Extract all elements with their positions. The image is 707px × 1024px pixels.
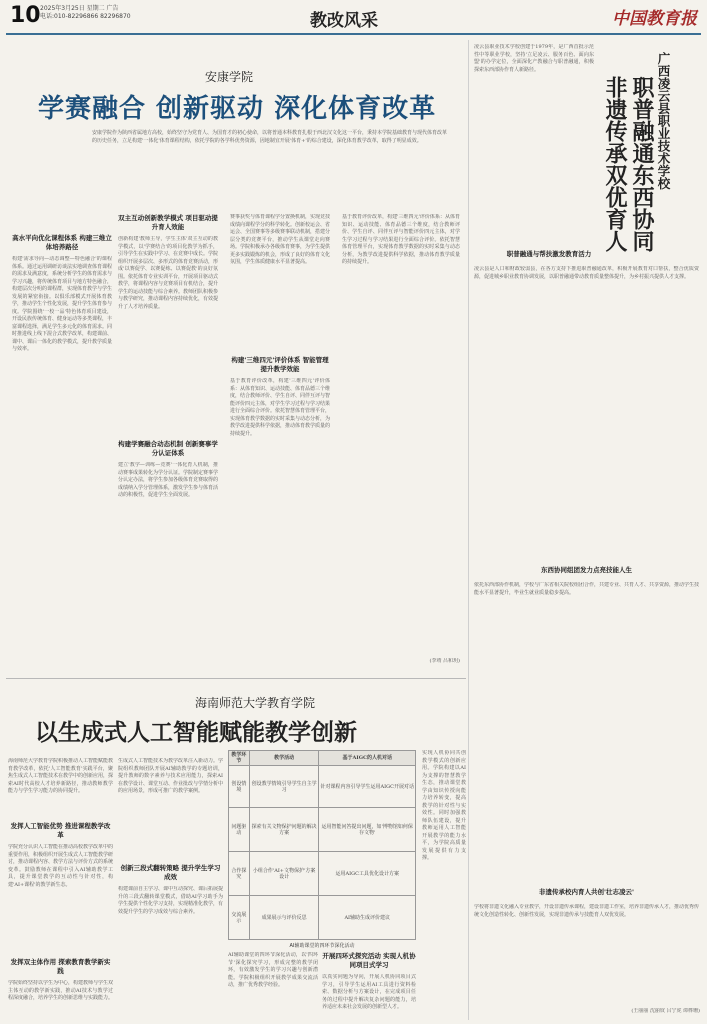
article3-signature: (王丽丽 沈丽钗 吕宁虎 谭桦珊) <box>631 1008 700 1014</box>
article1-lead: 安康学院作为陕西省属地方高校，始终坚守为党育人、为国育才的初心使命，以将普通本科教育扎根于西北汉文化这一平台，秉持本学院基础教育与现代体育改革的历史任务，立足构建'一体化'体育课程结构，依托学院的各学科优势资源，因地制宜开展'体育+'的综合建设，深化体育教学改革，取得了明显成效。 <box>92 130 448 144</box>
table-header-cell: 基于AIGC的人机对话 <box>319 751 416 766</box>
table-header-cell: 教学环节 <box>229 751 250 766</box>
table-cell: 运用智能问答提出问题，如'博物馆如何保存文物' <box>319 808 416 852</box>
article3-col3-heading: 非遗传承校内育人共创'壮志凌云' <box>539 888 634 896</box>
table-cell: 成果展示与评价反思 <box>249 896 319 940</box>
table-cell: 探索有关文物保护问题的解决方案 <box>249 808 319 852</box>
article3-col3-text: 学校将非遗文化融入专业教学，开设非遗传承课程，建设非遗工作室，培养非遗传承人才，推动优秀传统文化创造性转化、创新性发展，实现非遗传承与技能育人双优发展。 <box>474 904 699 918</box>
article2-col1b-heading: 发挥双主体作用 探索教育教学新实践 <box>10 958 111 975</box>
table-header-row <box>229 751 416 766</box>
article2-title: 以生成式人工智能赋能教学创新 <box>35 720 357 746</box>
article3-col2-heading: 东西协同组团发力点亮技能人生 <box>541 566 632 574</box>
article2-col1-text: 学院充分认识人工智能在推动高校教学改革中的重要作用，积极组织开展生成式人工智能教学研讨，推动课程内容、教学方法与评价方式的系统变革。鼓励教师在课程中引入AI辅助教学工具，提升课堂教学的互动性与针对性，构建'AI+课程'的教学新生态。 <box>8 844 113 888</box>
article2-col4-text: 实现人机协同共创教学模式的创新应用。学院构建以AI为支撑的智慧教学生态，推动课堂教学由知识传授向能力培养转变，提高教学的针对性与实效性。同时加强教师队伍建设，提升教师运用人工智能开展教学的能力水平，为学院高质量发展提供有力支撑。 <box>422 750 466 861</box>
table-cell: 运用AIGC工具优化设计方案 <box>319 852 416 896</box>
table-cell: 问题驱动 <box>229 808 250 852</box>
table-row <box>229 852 416 896</box>
article3-kicker: 广西凌云县职业技术学校 <box>656 52 671 190</box>
article1-col4-text: 基于教育评价改革，构建'三维四元'评价体系：从体育知识、运动技能、体育品德三个维度，结合教师评价、学生自评、同伴互评与智能评价四元主体，对学生学习过程与学习结果进行全面综合评价。依托智慧体育管理平台，实现体育教学数据的实时采集与动态分析，为教学改进提供科学依据，推动体育教学质量的持续提升。 <box>342 214 460 265</box>
article2-col2-text: 生成式人工智能技术为教学改革注入新动力。学院组织教师团队开展AI辅助教学的专题培训，提升教师的数字素养与技术应用能力，探索AI在教学设计、课堂互动、作业批改与学情分析中的应用场景，形成可推广的教学案例。 <box>118 758 223 794</box>
article1-subtitle: 安康学院 <box>205 70 254 84</box>
contact-line: 电话:010-82296866 82296870 <box>40 13 131 20</box>
article1-col1-heading: 高水平向优化课程体系 构建三维立体培养路径 <box>12 234 112 251</box>
article-divider <box>6 678 466 679</box>
article3-col1-heading: 职普融通与帮扶激发教育活力 <box>506 250 592 258</box>
table-cell: 创设教学情境引导学生自主学习 <box>249 766 319 808</box>
table-cell: 交流展示 <box>229 896 250 940</box>
article1-col3b-text: 基于教育评价改革，构建'三维四元'评价体系：从体育知识、运动技能、体育品德三个维度，结合教师评价、学生自评、同伴互评与智能评价四元主体，对学生学习过程与学习结果进行全面综合评价。依托智慧体育管理平台，实现体育教学数据的实时采集与动态分析，为教学改进提供科学依据，推动体育教学质量的持续提升。 <box>230 378 330 437</box>
section-title: 教改风采 <box>310 11 378 31</box>
table-cell: 合作探究 <box>229 852 250 896</box>
page-header <box>0 0 707 34</box>
article1-col2b-heading: 构建学赛融合动态机制 创新赛事学分认证体系 <box>118 440 218 457</box>
table-row <box>229 766 416 808</box>
table-row <box>229 808 416 852</box>
teaching-activities-table <box>228 750 416 940</box>
article3-title-line2: 非遗传承双优育人 <box>602 76 627 252</box>
article2-col2-heading: 创新三段式翻转策略 提升学生学习成效 <box>120 864 221 881</box>
article1-col2-heading: 双主互动创新教学模式 项目驱动提升育人效能 <box>118 214 218 231</box>
article2-col3-text: AI辅助课堂的四环节深化活动，以'四环节'深化探究学习，形成完整的教学闭环，有效激发学生的学习兴趣与创新潜能。学院积极组织开展教学成果交流活动，推广优秀教学经验。 <box>228 952 318 988</box>
article2-col1b-text: 学院始终坚持以学生为中心，构建教师与学生双主体互动的教学新实践，推动AI技术与教学过程深度融合，培养学生的创新思维与实践能力。 <box>8 980 113 1001</box>
article3-lead: 凌云县职业技术学校创建于1979年，是广西首批示范性中等职业学校，坚持'立足凌云、服务百色、面向东盟'的办学定位，全面深化产教融合与职普融通，积极探索东西部协作育人新路径。 <box>474 44 594 73</box>
article1-title: 学赛融合 创新驱动 深化体育改革 <box>38 94 437 124</box>
table-cell: 小组合作'AI+文物保护'方案设计 <box>249 852 319 896</box>
article1-col3-heading: 构建'三维四元'评价体系 智能管理提升教学效能 <box>231 356 329 373</box>
article1-col2-text: 创新构建'教师主导，学生主体'双主互动的教学模式，以'学赛结合'的项目化教学为抓手，引导学生在实践中学习、在竞赛中成长。学院组织开展多层次、多形式的体育竞赛活动，形成'以赛促学、以赛促练、以赛促教'的良好氛围。依托体育专业实训平台，开展项目驱动式教学，将课程内容与竞赛项目有机结合，提升学生的运动技能与综合素养。教师团队积极参与教学研究，推动课程内容持续优化，有效提升了人才培养质量。 <box>118 236 218 310</box>
article1-col3-text: 赛事获奖与体育课程学分置换机制，实现竞技成绩向课程学分的科学转化。创新校运会、省运会、全国赛事等多级赛事联动机制，搭建分层分类的竞赛平台，推动学生从课堂走向赛场。学院积极承办各级体育赛事，为学生提供更多实践锻炼的机会，形成了良好的体育文化氛围，学生体质健康水平显著提高。 <box>230 214 330 265</box>
article2-lead: 海南师范大学教育学院积极推动人工智能赋能教育教学改革，依托'人工智能教育'实践平台，聚焦生成式人工智能技术在教学中的创新应用，探索AI时代高校人才培养新路径，推动教师教学能力与学生学习能力的协同提升。 <box>8 758 113 794</box>
table-cell: AI辅助生成评价建议 <box>319 896 416 940</box>
date-line <box>40 5 131 21</box>
article2-col1-heading: 发挥人工智能优势 推进课程教学改革 <box>10 822 111 839</box>
issue-date: 2025年3月25日 星期二 广告 <box>40 5 119 12</box>
article3-col2-text: 依托东西部协作机制，学校与广东省相关院校组团合作，共建专业、共育人才、共享资源，推动学生技能水平显著提升，毕业生就业质量稳步提高。 <box>474 582 699 596</box>
article2-col2b-text: 构建课前自主学习、课中互动探究、课后拓展提升的三段式翻转课堂模式，借助AI学习助手为学生提供个性化学习支持，实现精准化教学，有效提升学生的学习成效与综合素养。 <box>118 886 223 915</box>
article2-subtitle: 海南师范大学教育学院 <box>195 696 316 710</box>
article3-title-line1: 职普融通东西协同 <box>629 76 654 252</box>
newspaper-logo: 中国教育报 <box>612 9 697 29</box>
article1-col2b-text: 建立'教学—训练—竞赛'一体化育人机制，推动赛事成果转化为学分认证。学院制定赛事学分认定办法，将学生参加各级体育竞赛取得的成绩纳入学分管理体系，激发学生参与体育活动的积极性，促进学生全面发展。 <box>118 462 218 498</box>
column-separator <box>468 40 469 1020</box>
article2-col3-heading: 开展四环式探究活动 实现人机协同项目式学习 <box>322 952 416 969</box>
table-caption: AI辅助课堂的四环节深化活动 <box>289 943 355 949</box>
page-number: 10 <box>10 3 41 28</box>
article2-col3b-text: 以真实问题为导向，开展人机协同项目式学习，引导学生运用AI工具进行资料检索、数据分析与方案设计，在完成项目任务的过程中提升解决复杂问题的能力，培养适应未来社会发展的创新型人才。 <box>322 974 416 1010</box>
table-cell: 创设情境 <box>229 766 250 808</box>
table-cell: 针对课程内容引导学生运用AIGC开展对话 <box>319 766 416 808</box>
table-row <box>229 896 416 940</box>
article1-col1-text: 构建'需求导向—动态调整—特色融合'的课程体系。通过运用调研访谈法实地调查体育课程的需求及满意度，系统分析学生的体育需求与学习兴趣，将传统体育项目与地方特色融合，构建层次分明的课程群，实现体育教学与学生发展的紧密衔接。以俱乐部模式开展体育教学，推动学生个性化发展，提升学生体育参与度。学院围绕'一校一品'特色体育项目建设，开设民族传统体育、健身运动等多类课程，丰富课程选择，满足学生多元化的体育需求。同时推进线上线下混合式教学改革，构建课前、课中、课后一体化的教学模式，提升教学质量与效率。 <box>12 256 112 352</box>
header-rule <box>6 33 701 35</box>
article1-signature: (李靖 吕和玥) <box>429 658 460 664</box>
table-header-cell: 教学活动 <box>249 751 319 766</box>
article3-col1-text: 凌云县是人口和财政较弱县，在各方支持下推进职普融通改革，积极开展教育对口帮扶，整合优质资源，促进城乡职业教育协调发展，以职普融通带动教育质量整体提升，为乡村振兴提供人才支撑。 <box>474 266 699 280</box>
